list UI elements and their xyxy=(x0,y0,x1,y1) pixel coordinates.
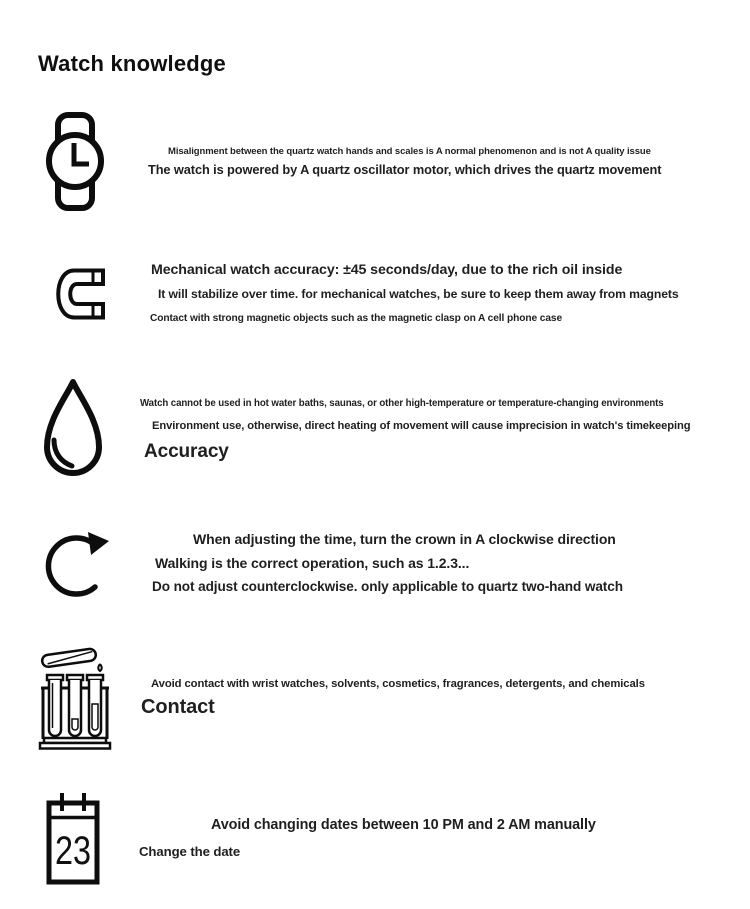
info-line: The watch is powered by A quartz oscillator motor, which drives the quartz movement xyxy=(148,162,662,177)
info-line: Mechanical watch accuracy: ±45 seconds/day, due to the rich oil inside xyxy=(151,262,623,278)
info-line: Misalignment between the quartz watch hands and scales is A normal phenomenon and is not A quality issue xyxy=(168,146,651,157)
info-line: Contact with strong magnetic objects such as the magnetic clasp on A cell phone case xyxy=(150,313,563,324)
magnet-icon xyxy=(47,266,107,322)
clockwise-arrow-icon xyxy=(40,525,112,604)
calendar-day-number: 23 xyxy=(55,829,91,873)
info-line: Environment use, otherwise, direct heating of movement will cause imprecision in watch's timekeeping xyxy=(152,420,691,432)
section-heading: Contact xyxy=(141,696,215,718)
calendar-icon xyxy=(40,790,106,887)
test-tubes-icon xyxy=(38,644,112,750)
info-line: Avoid contact with wrist watches, solvents, cosmetics, fragrances, detergents, and chemicals xyxy=(151,678,645,690)
info-line: Change the date xyxy=(139,844,241,859)
info-line: Walking is the correct operation, such as 1.2.3... xyxy=(155,555,470,571)
info-line: When adjusting the time, turn the crown in A clockwise direction xyxy=(193,531,616,547)
info-line: Watch cannot be used in hot water baths, saunas, or other high-temperature or temperature-changing environments xyxy=(140,398,664,409)
section-heading: Accuracy xyxy=(144,441,229,462)
watch-icon xyxy=(44,112,106,211)
info-line: Do not adjust counterclockwise. only applicable to quartz two-hand watch xyxy=(152,579,623,594)
info-line: It will stabilize over time. for mechanical watches, be sure to keep them away from magnets xyxy=(158,287,679,301)
page-title: Watch knowledge xyxy=(38,50,226,76)
water-drop-icon xyxy=(42,377,104,480)
info-line: Avoid changing dates between 10 PM and 2 AM manually xyxy=(211,817,596,833)
